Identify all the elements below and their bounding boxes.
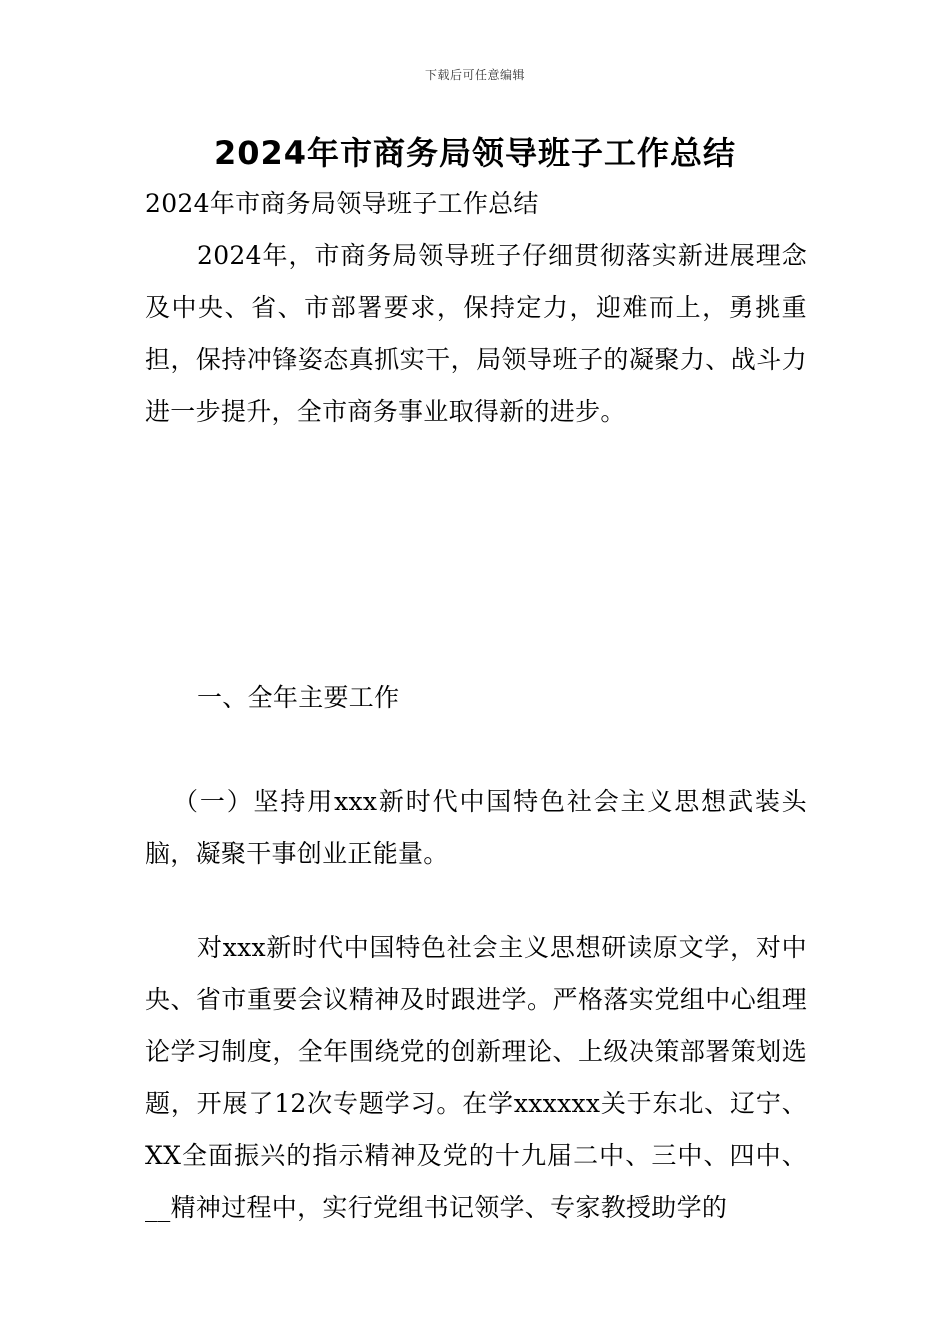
- section-heading-main-work: [145, 672, 807, 724]
- paragraph-study-text: 对xxx新时代中国特色社会主义思想研读原文学，对中央、省市重要会议精神及时跟进学。严格落实党组中心组理论学习制度，全年围绕党的创新理论、上级决策部署策划选题，开展了12次专题学习。在学xxxxxx关于东北、辽宁、XX全面振兴的指示精神及党的十九届二中、三中、四中、__精神过程中，实行党组书记领学、专家教授助学的: [145, 933, 807, 1222]
- paragraph-intro: [145, 230, 807, 438]
- paragraph-intro-text: 2024年，市商务局领导班子仔细贯彻落实新进展理念及中央、省、市部署要求，保持定力，迎难而上，勇挑重担，保持冲锋姿态真抓实干，局领导班子的凝聚力、战斗力进一步提升，全市商务事业取得新的进步。: [145, 241, 807, 426]
- subsection-heading-text: （一）坚持用xxx新时代中国特色社会主义思想武装头脑，凝聚干事创业正能量。: [145, 787, 807, 868]
- paragraph-study: [145, 922, 807, 1234]
- document-subtitle: [145, 178, 807, 230]
- subsection-heading-1: [145, 776, 807, 880]
- subtitle-text: 2024年市商务局领导班子工作总结: [145, 189, 539, 218]
- section-heading-text: 一、全年主要工作: [197, 683, 400, 712]
- document-title: 2024年市商务局领导班子工作总结: [213, 134, 737, 172]
- header-note: 下载后可任意编辑: [424, 68, 525, 82]
